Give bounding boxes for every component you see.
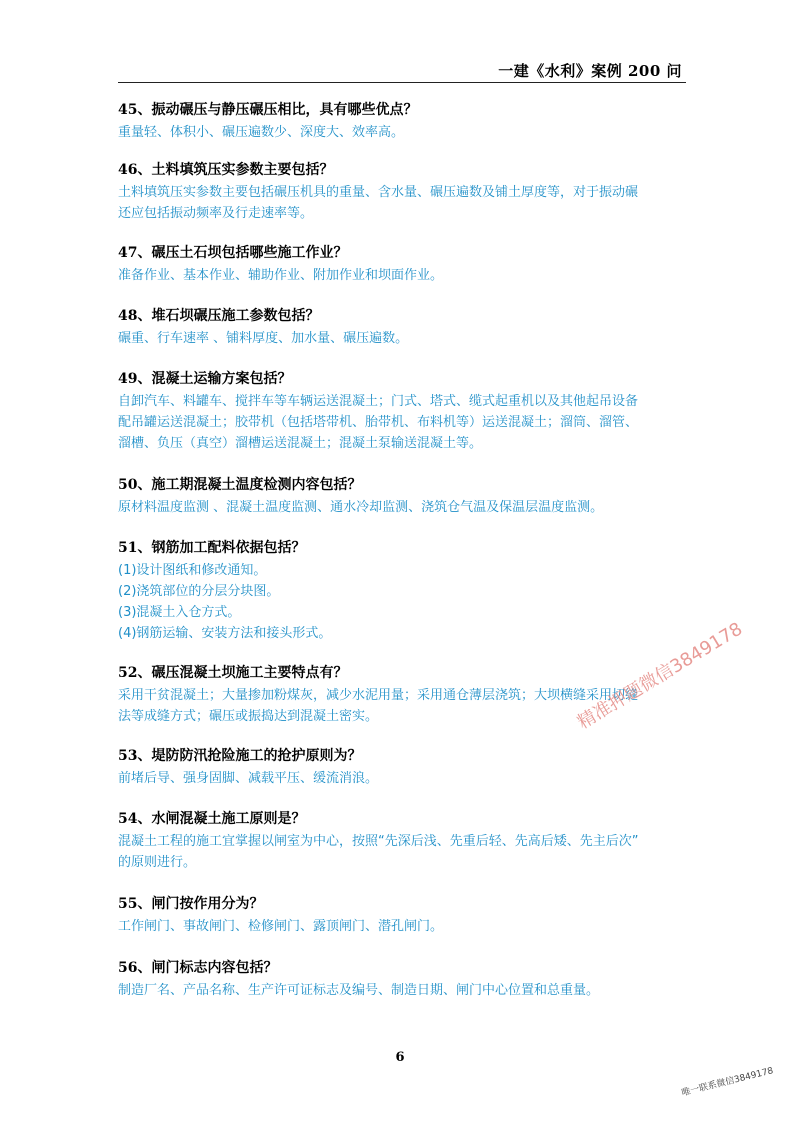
question-54: 54、水闸混凝土施工原则是？ [118,811,306,827]
answer-line: 溜槽、负压（真空）溜槽运送混凝土；混凝土泵输送混凝土等。 [118,436,483,451]
qa-item-45 [118,100,688,143]
qa-item-54 [118,809,688,873]
answer-56 [118,980,688,1001]
answer-54 [118,831,688,873]
qa-item-46 [118,160,688,224]
question-55: 55、闸门按作用分为？ [118,896,264,912]
watermark-large: 精准押题微信3849178 [574,618,747,734]
answer-line: 前堵后导、强身固脚、减载平压、缓流消浪。 [118,771,379,786]
answer-47 [118,265,688,286]
question-48: 48、堆石坝碾压施工参数包括？ [118,308,320,324]
answer-line: 制造厂名、产品名称、生产许可证标志及编号、制造日期、闸门中心位置和总重量。 [118,983,600,998]
page-number: 6 [395,1050,405,1065]
answer-49 [118,391,688,454]
answer-line: (1)设计图纸和修改通知。 [118,563,267,578]
qa-item-50 [118,475,688,518]
answer-line: 工作闸门、事故闸门、检修闸门、露顶闸门、潜孔闸门。 [118,919,444,934]
answer-53 [118,768,688,789]
answer-line: 采用干贫混凝土；大量掺加粉煤灰，减少水泥用量；采用通仓薄层浇筑；大坝横缝采用切缝 [118,688,639,703]
question-46: 46、土料填筑压实参数主要包括？ [118,162,334,178]
question-51: 51、钢筋加工配料依据包括？ [118,540,306,556]
qa-item-51 [118,538,688,644]
qa-item-49 [118,369,688,454]
question-53: 53、堤防防汛抢险施工的抢护原则为？ [118,748,362,764]
answer-line: 自卸汽车、料罐车、搅拌车等车辆运送混凝土；门式、塔式、缆式起重机以及其他起吊设备 [118,394,639,409]
question-45: 45、振动碾压与静压碾压相比，具有哪些优点？ [118,102,418,118]
answer-line: 配吊罐运送混凝土；胶带机（包括塔带机、胎带机、布料机等）运送混凝土；溜筒、溜管、 [118,415,639,430]
answer-line: (2)浇筑部位的分层分块图。 [118,584,280,599]
answer-48 [118,328,688,349]
answer-55 [118,916,688,937]
answer-45 [118,122,688,143]
question-50: 50、施工期混凝土温度检测内容包括？ [118,477,362,493]
question-49: 49、混凝土运输方案包括？ [118,371,292,387]
page-header [118,54,686,83]
qa-item-47 [118,243,688,286]
answer-line: 准备作业、基本作业、辅助作业、附加作业和坝面作业。 [118,268,444,283]
answer-51 [118,560,688,644]
answer-line: 土料填筑压实参数主要包括碾压机具的重量、含水量、碾压遍数及铺土厚度等，对于振动碾 [118,185,639,200]
qa-item-48 [118,306,688,349]
answer-line: (3)混凝土入仓方式。 [118,605,241,620]
answer-line: 混凝土工程的施工宜掌握以闸室为中心，按照“先深后浅、先重后轻、先高后矮、先主后次” [118,834,639,849]
answer-line: 重量轻、体积小、碾压遍数少、深度大、效率高。 [118,125,405,140]
question-56: 56、闸门标志内容包括？ [118,960,278,976]
answer-line: 碾重、行车速率 、铺料厚度、加水量、碾压遍数。 [118,331,409,346]
header-title: 一建《水利》案例 200 问 [498,62,682,80]
answer-46 [118,182,688,224]
watermark-small: 唯一联系微信3849178 [680,1066,775,1099]
answer-line: 法等成缝方式；碾压或振捣达到混凝土密实。 [118,709,379,724]
answer-line: 的原则进行。 [118,855,197,870]
answer-line: 还应包括振动频率及行走速率等。 [118,206,314,221]
question-52: 52、碾压混凝土坝施工主要特点有？ [118,665,348,681]
qa-item-55 [118,894,688,937]
answer-line: (4)钢筋运输、安装方法和接头形式。 [118,626,332,641]
qa-item-53 [118,746,688,789]
answer-50 [118,497,688,518]
question-47: 47、碾压土石坝包括哪些施工作业？ [118,245,348,261]
answer-line: 原材料温度监测 、混凝土温度监测、通水冷却监测、浇筑仓气温及保温层温度监测。 [118,500,604,515]
qa-item-56 [118,958,688,1001]
